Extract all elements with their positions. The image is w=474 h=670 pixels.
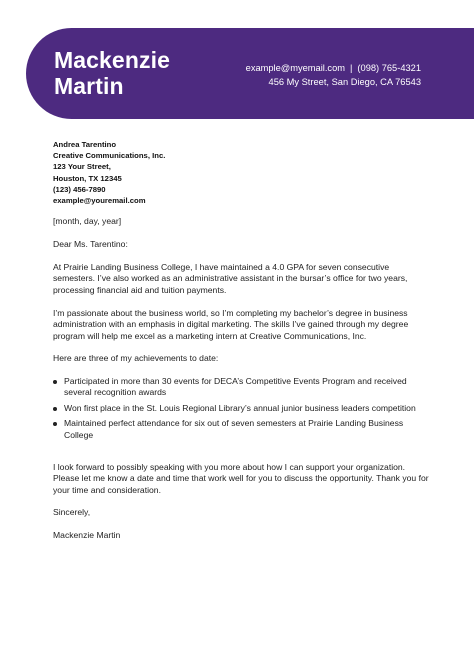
recipient-block — [53, 139, 165, 206]
achievement-text: Won first place in the St. Louis Regional Library’s annual junior business leaders competition — [64, 402, 416, 413]
letter-closing-paragraph: I look forward to possibly speaking with you more about how I can support your organization. Please let me know a date and time that work well for you to discuss the opportunity. Thank you for your time and consideration. — [53, 462, 429, 495]
recipient-company: Creative Communications, Inc. — [53, 151, 166, 161]
bullet-icon — [53, 407, 57, 411]
bullet-icon — [53, 380, 57, 384]
contact-separator: | — [350, 63, 353, 73]
applicant-contact-line — [246, 61, 421, 75]
applicant-contact — [246, 61, 421, 89]
applicant-email: example@myemail.com — [245, 63, 345, 73]
letter-signature: Mackenzie Martin — [53, 530, 121, 540]
letter-sign-off: Sincerely, — [53, 507, 91, 517]
recipient-phone: (123) 456-7890 — [53, 184, 106, 194]
achievement-item — [53, 376, 433, 399]
letter-date: [month, day, year] — [53, 216, 122, 226]
achievements-intro: Here are three of my achievements to date: — [53, 353, 219, 363]
header-banner — [26, 28, 474, 119]
applicant-last-name: Martin — [54, 73, 124, 99]
letter-greeting: Dear Ms. Tarentino: — [53, 239, 128, 249]
bullet-icon — [53, 422, 57, 426]
letter-paragraph-1: At Prairie Landing Business College, I have maintained a 4.0 GPA for seven consecutive semesters. I’ve also worked as an administrative assistant in the bursar’s office for two years, processing financial aid and tuition payments. — [53, 262, 408, 295]
recipient-name: Andrea Tarentino — [53, 140, 117, 149]
letter-paragraph-2: I’m passionate about the business world, so I’m completing my bachelor’s degree in business administration with an emphasis in digital marketing. The skills I’ve gained through my degree program will help me excel as a marketing intern at Creative Communications, Inc. — [53, 308, 409, 341]
applicant-name — [54, 47, 170, 99]
recipient-email: example@youremail.com — [53, 196, 146, 206]
recipient-street: 123 Your Street, — [53, 162, 111, 172]
achievement-item — [53, 418, 433, 441]
applicant-address: 456 My Street, San Diego, CA 76543 — [268, 77, 421, 87]
achievements-list — [53, 376, 433, 445]
recipient-city: Houston, TX 12345 — [53, 173, 122, 183]
applicant-phone: (098) 765-4321 — [357, 63, 421, 73]
achievement-item — [53, 403, 433, 414]
achievement-text: Maintained perfect attendance for six out of seven semesters at Prairie Landing Business College — [64, 418, 404, 440]
achievement-text: Participated in more than 30 events for DECA’s Competitive Events Program and received several recognition awards — [64, 376, 407, 398]
applicant-first-name: Mackenzie — [54, 47, 170, 73]
